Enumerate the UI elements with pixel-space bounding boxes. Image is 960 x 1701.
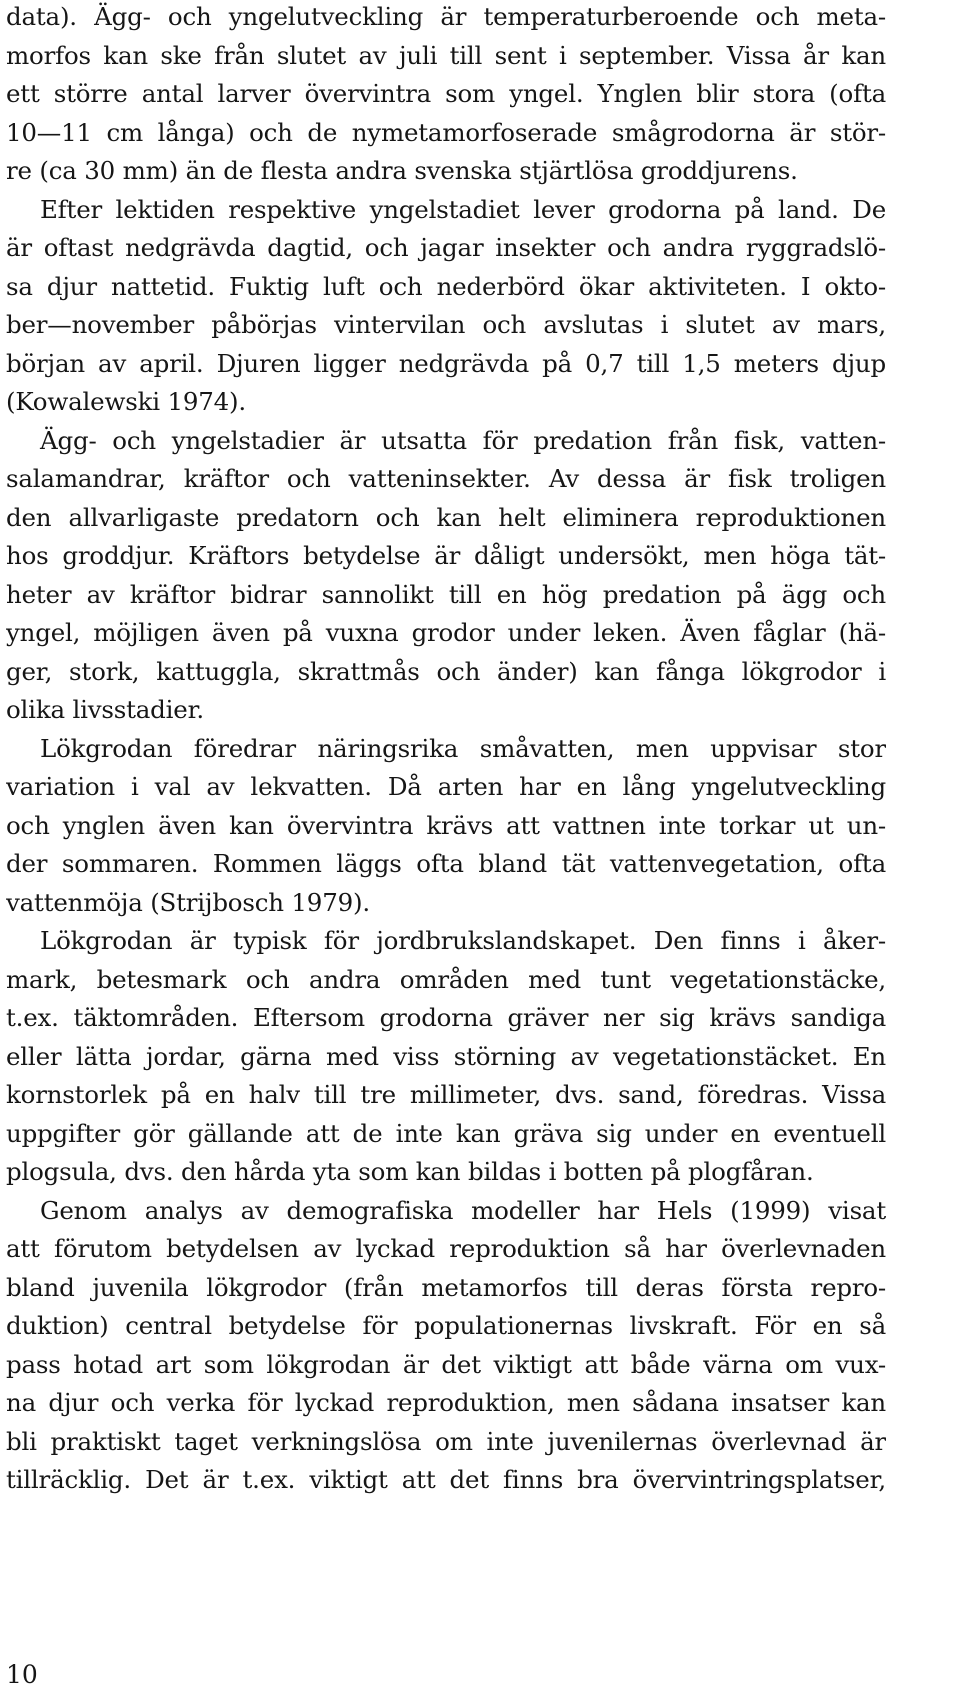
page-number: 10 xyxy=(6,1660,38,1689)
text-line: den allvarligaste predatorn och kan helt eliminera reproduktionen xyxy=(6,502,886,532)
text-line: 10—11 cm långa) och de nymetamorfoserade smågrodorna är stör- xyxy=(6,117,886,147)
text-line: sa djur nattetid. Fuktig luft och nederbörd ökar aktiviteten. I okto- xyxy=(6,271,886,301)
text-line: mark, betesmark och andra områden med tunt vegetationstäcke, xyxy=(6,964,886,994)
text-line: salamandrar, kräftor och vatteninsekter. Av dessa är fisk troligen xyxy=(6,464,886,493)
text-line: duktion) central betydelse för populationernas livskraft. För en så xyxy=(6,1311,886,1340)
body-text xyxy=(6,0,886,1500)
text-line: der sommaren. Rommen läggs ofta bland tät vattenvegetation, ofta xyxy=(6,849,886,878)
text-line: början av april. Djuren ligger nedgrävda på 0,7 till 1,5 meters djup xyxy=(6,348,886,378)
text-line: ber—november påbörjas vintervilan och avslutas i slutet av mars, xyxy=(6,310,886,339)
text-line: eller lätta jordar, gärna med viss störning av vegetationstäcket. En xyxy=(6,1041,886,1071)
text-line: data). Ägg- och yngelutveckling är temperaturberoende och meta- xyxy=(6,2,886,31)
text-line: Lökgrodan föredrar näringsrika småvatten, men uppvisar stor xyxy=(40,733,886,763)
text-line: hos groddjur. Kräftors betydelse är dåligt undersökt, men höga tät- xyxy=(6,541,886,570)
text-line: uppgifter gör gällande att de inte kan gräva sig under en eventuell xyxy=(6,1118,886,1148)
text-line: re (ca 30 mm) än de flesta andra svenska stjärtlösa groddjurens. xyxy=(6,156,798,185)
text-line: olika livsstadier. xyxy=(6,695,204,724)
text-line: variation i val av lekvatten. Då arten har en lång yngelutveckling xyxy=(6,772,886,801)
text-line: att förutom betydelsen av lyckad reproduktion så har överlevnaden xyxy=(6,1234,886,1263)
text-line: Efter lektiden respektive yngelstadiet lever grodorna på land. De xyxy=(40,194,886,224)
text-line: vattenmöja (Strijbosch 1979). xyxy=(6,887,370,917)
text-line: bland juvenila lökgrodor (från metamorfos till deras första repro- xyxy=(6,1272,886,1302)
text-line: Lökgrodan är typisk för jordbrukslandskapet. Den finns i åker- xyxy=(40,926,886,955)
text-line: yngel, möjligen även på vuxna grodor under leken. Även fåglar (hä- xyxy=(6,618,886,647)
text-line: kornstorlek på en halv till tre millimeter, dvs. sand, föredras. Vissa xyxy=(6,1080,886,1109)
text-line: ett större antal larver övervintra som yngel. Ynglen blir stora (ofta xyxy=(6,79,886,108)
text-line: heter av kräftor bidrar sannolikt till en hög predation på ägg och xyxy=(6,579,886,609)
text-line: Ägg- och yngelstadier är utsatta för predation från fisk, vatten- xyxy=(40,425,886,455)
text-line: plogsula, dvs. den hårda yta som kan bildas i botten på plogfåran. xyxy=(6,1157,814,1186)
text-line: pass hotad art som lökgrodan är det viktigt att både värna om vux- xyxy=(6,1349,886,1379)
text-line: och ynglen även kan övervintra krävs att vattnen inte torkar ut un- xyxy=(6,810,886,840)
text-line: t.ex. täktområden. Eftersom grodorna gräver ner sig krävs sandiga xyxy=(6,1003,886,1032)
text-line: bli praktiskt taget verkningslösa om inte juvenilernas överlevnad är xyxy=(6,1426,886,1456)
text-line: tillräcklig. Det är t.ex. viktigt att det finns bra övervintringsplatser, xyxy=(6,1465,886,1494)
document-page xyxy=(6,0,886,1701)
text-line: ger, stork, kattuggla, skrattmås och änder) kan fånga lökgrodor i xyxy=(6,656,886,686)
text-line: (Kowalewski 1974). xyxy=(6,387,246,416)
text-line: är oftast nedgrävda dagtid, och jagar insekter och andra ryggradslö- xyxy=(6,233,886,262)
text-line: morfos kan ske från slutet av juli till sent i september. Vissa år kan xyxy=(6,40,886,70)
text-line: na djur och verka för lyckad reproduktion, men sådana insatser kan xyxy=(6,1388,886,1417)
text-line: Genom analys av demografiska modeller har Hels (1999) visat xyxy=(40,1195,886,1225)
